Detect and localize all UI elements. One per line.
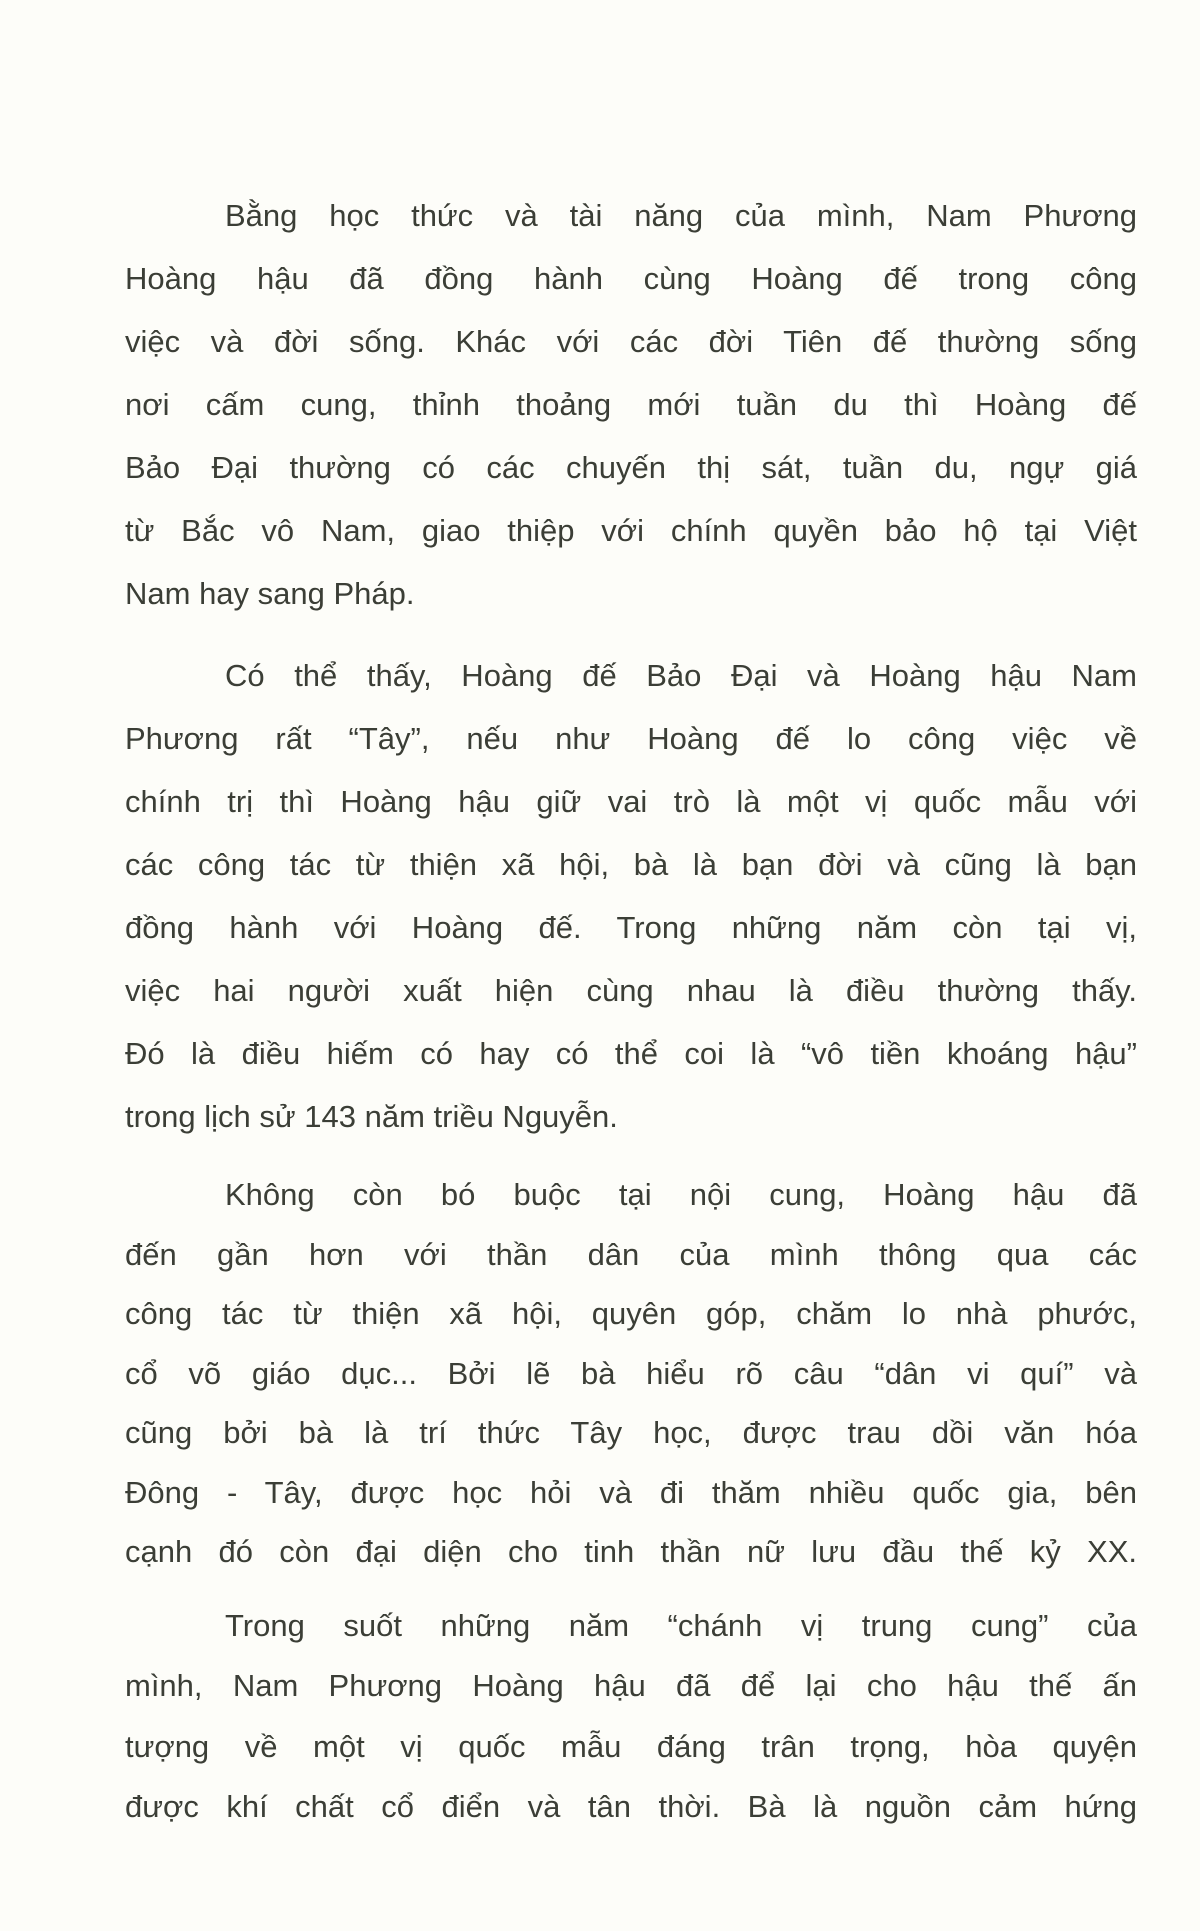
- paragraph-3: [125, 1165, 1137, 1582]
- paragraph-line: cạnh đó còn đại diện cho tinh thần nữ lưu đầu thế kỷ XX.: [125, 1534, 1137, 1569]
- paragraph-line: Nam hay sang Pháp.: [125, 576, 415, 611]
- paragraph-line: việc và đời sống. Khác với các đời Tiên đế thường sống: [125, 324, 1137, 359]
- paragraph-4: [125, 1596, 1137, 1837]
- paragraph-line: cũng bởi bà là trí thức Tây học, được trau dồi văn hóa: [125, 1415, 1137, 1450]
- paragraph-line: Hoàng hậu đã đồng hành cùng Hoàng đế trong công: [125, 261, 1137, 296]
- paragraph-line: Đó là điều hiếm có hay có thể coi là “vô tiền khoáng hậu”: [125, 1036, 1137, 1071]
- paragraph-line: Đông - Tây, được học hỏi và đi thăm nhiều quốc gia, bên: [125, 1474, 1137, 1510]
- paragraph-line: Có thể thấy, Hoàng đế Bảo Đại và Hoàng hậu Nam: [225, 658, 1137, 693]
- paragraph-line: công tác từ thiện xã hội, quyên góp, chăm lo nhà phước,: [125, 1296, 1137, 1331]
- paragraph-line: Bằng học thức và tài năng của mình, Nam Phương: [225, 198, 1137, 233]
- paragraph-line: Không còn bó buộc tại nội cung, Hoàng hậu đã: [225, 1177, 1137, 1212]
- paragraph-line: Trong suốt những năm “chánh vị trung cung” của: [225, 1608, 1137, 1643]
- paragraph-line: việc hai người xuất hiện cùng nhau là điều thường thấy.: [125, 973, 1137, 1008]
- paragraph-line: trong lịch sử 143 năm triều Nguyễn.: [125, 1099, 618, 1134]
- paragraph-line: được khí chất cổ điển và tân thời. Bà là nguồn cảm hứng: [125, 1788, 1137, 1824]
- paragraph-line: Bảo Đại thường có các chuyến thị sát, tuần du, ngự giá: [125, 450, 1137, 485]
- paragraph-line: đồng hành với Hoàng đế. Trong những năm còn tại vị,: [125, 910, 1137, 945]
- paragraph-line: nơi cấm cung, thỉnh thoảng mới tuần du thì Hoàng đế: [125, 387, 1137, 422]
- paragraph-line: cổ võ giáo dục... Bởi lẽ bà hiểu rõ câu “dân vi quí” và: [125, 1355, 1137, 1391]
- paragraph-line: Phương rất “Tây”, nếu như Hoàng đế lo công việc về: [125, 721, 1137, 756]
- paragraph-line: tượng về một vị quốc mẫu đáng trân trọng, hòa quyện: [125, 1728, 1137, 1764]
- paragraph-line: chính trị thì Hoàng hậu giữ vai trò là một vị quốc mẫu với: [125, 784, 1137, 819]
- paragraph-line: từ Bắc vô Nam, giao thiệp với chính quyền bảo hộ tại Việt: [125, 513, 1137, 548]
- paragraph-line: mình, Nam Phương Hoàng hậu đã để lại cho hậu thế ấn: [125, 1668, 1137, 1704]
- paragraph-1: [125, 184, 1137, 625]
- paragraph-line: đến gần hơn với thần dân của mình thông qua các: [125, 1236, 1137, 1272]
- paragraph-2: [125, 644, 1137, 1148]
- paragraph-line: các công tác từ thiện xã hội, bà là bạn đời và cũng là bạn: [125, 847, 1137, 882]
